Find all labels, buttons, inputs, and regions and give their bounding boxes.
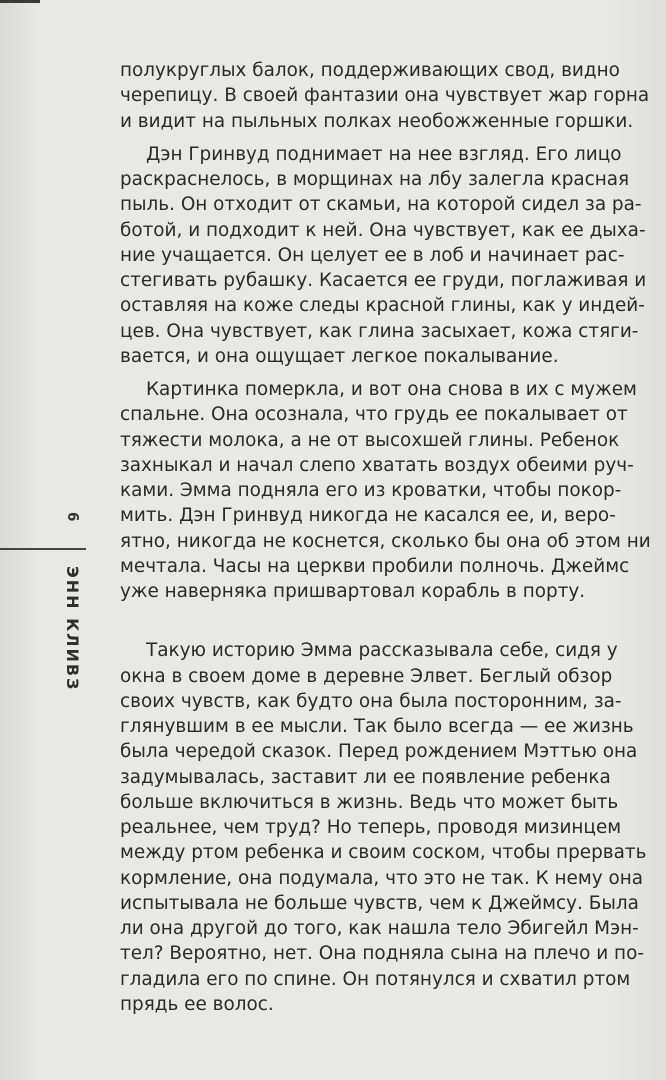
text-line: захныкал и начал слепо хватать воздух обеими руч- bbox=[120, 454, 634, 476]
text-line: Дэн Гринвуд поднимает на нее взгляд. Его лицо bbox=[146, 143, 622, 165]
paragraph bbox=[120, 58, 650, 134]
body-text bbox=[120, 58, 651, 1017]
paragraph bbox=[120, 142, 647, 369]
text-line: стегивать рубашку. Касается ее груди, поглаживая и bbox=[120, 270, 647, 291]
text-line: была чередой сказок. Перед рождением Мэттью она bbox=[120, 741, 638, 763]
paragraph bbox=[120, 377, 651, 604]
text-line: реальнее, чем труд? Но теперь, проводя мизинцем bbox=[120, 817, 622, 838]
text-line: и видит на пыльных полках необожженные горшки. bbox=[120, 110, 634, 132]
text-line: оставляя на коже следы красной глины, как у индей- bbox=[120, 295, 645, 317]
text-line: окна в своем доме в деревне Элвет. Беглый обзор bbox=[120, 665, 613, 687]
text-line: глянувшим в ее мысли. Так было всегда — ее жизнь bbox=[120, 716, 634, 737]
page-number: 6 bbox=[64, 512, 82, 522]
text-line: ние учащается. Он целует ее в лоб и начинает рас- bbox=[120, 244, 625, 266]
text-line: больше включиться в жизнь. Ведь что может быть bbox=[120, 791, 619, 813]
text-line: пыль. Он отходит от скамьи, на которой сидел за ра- bbox=[120, 194, 642, 216]
text-line: уже наверняка пришвартовал корабль в порту. bbox=[120, 581, 586, 602]
margin-rule bbox=[0, 548, 86, 550]
text-line: мечтала. Часы на церкви пробили полночь. Джеймс bbox=[120, 555, 630, 577]
text-line: мить. Дэн Гринвуд никогда не касался ее, и, веро- bbox=[120, 505, 616, 527]
text-line: вается, и она ощущает легкое покалывание. bbox=[120, 345, 559, 367]
text-line: своих чувств, как будто она была посторонним, за- bbox=[120, 690, 622, 712]
text-line: Такую историю Эмма рассказывала себе, сидя у bbox=[146, 640, 618, 662]
text-line: полукруглых балок, поддерживающих свод, видно bbox=[120, 60, 620, 81]
text-line: ятно, никогда не коснется, сколько бы она об этом ни bbox=[120, 530, 651, 552]
text-line: Картинка померкла, и вот она снова в их с мужем bbox=[146, 379, 637, 400]
text-line: задумывалась, заставит ли ее появление ребенка bbox=[120, 766, 611, 788]
text-line: спальне. Она осознала, что грудь ее покалывает от bbox=[120, 404, 628, 426]
text-line: тяжести молока, а не от высохшей глины. Ребенок bbox=[120, 429, 620, 451]
paragraph bbox=[120, 638, 647, 1017]
text-line: ли она другой до того, как нашла тело Эбигейл Мэн- bbox=[120, 918, 639, 939]
text-line: черепицу. В своей фантазии она чувствует жар горна bbox=[120, 85, 650, 107]
text-line: тел? Вероятно, нет. Она подняла сына на плечо и по- bbox=[120, 943, 644, 965]
text-line: гладила его по спине. Он потянулся и схватил ртом bbox=[120, 968, 631, 990]
text-line: прядь ее волос. bbox=[120, 993, 274, 1015]
text-line: ботой, и подходит к ней. Она чувствует, как ее дыха- bbox=[120, 219, 646, 241]
running-head-author: ЭНН КЛИВЗ bbox=[63, 566, 82, 692]
top-edge-mark bbox=[0, 0, 40, 3]
text-line: испытывала не больше чувств, чем к Джеймсу. Была bbox=[120, 892, 639, 914]
text-line: между ртом ребенка и своим соском, чтобы прервать bbox=[120, 842, 647, 864]
text-line: раскраснелось, в морщинах на лбу залегла красная bbox=[120, 169, 630, 190]
text-line: ками. Эмма подняла его из кроватки, чтобы покор- bbox=[120, 480, 622, 501]
text-line: цев. Она чувствует, как глина засыхает, кожа стяги- bbox=[120, 320, 639, 342]
text-line: кормление, она подумала, что это не так. К нему она bbox=[120, 867, 644, 889]
